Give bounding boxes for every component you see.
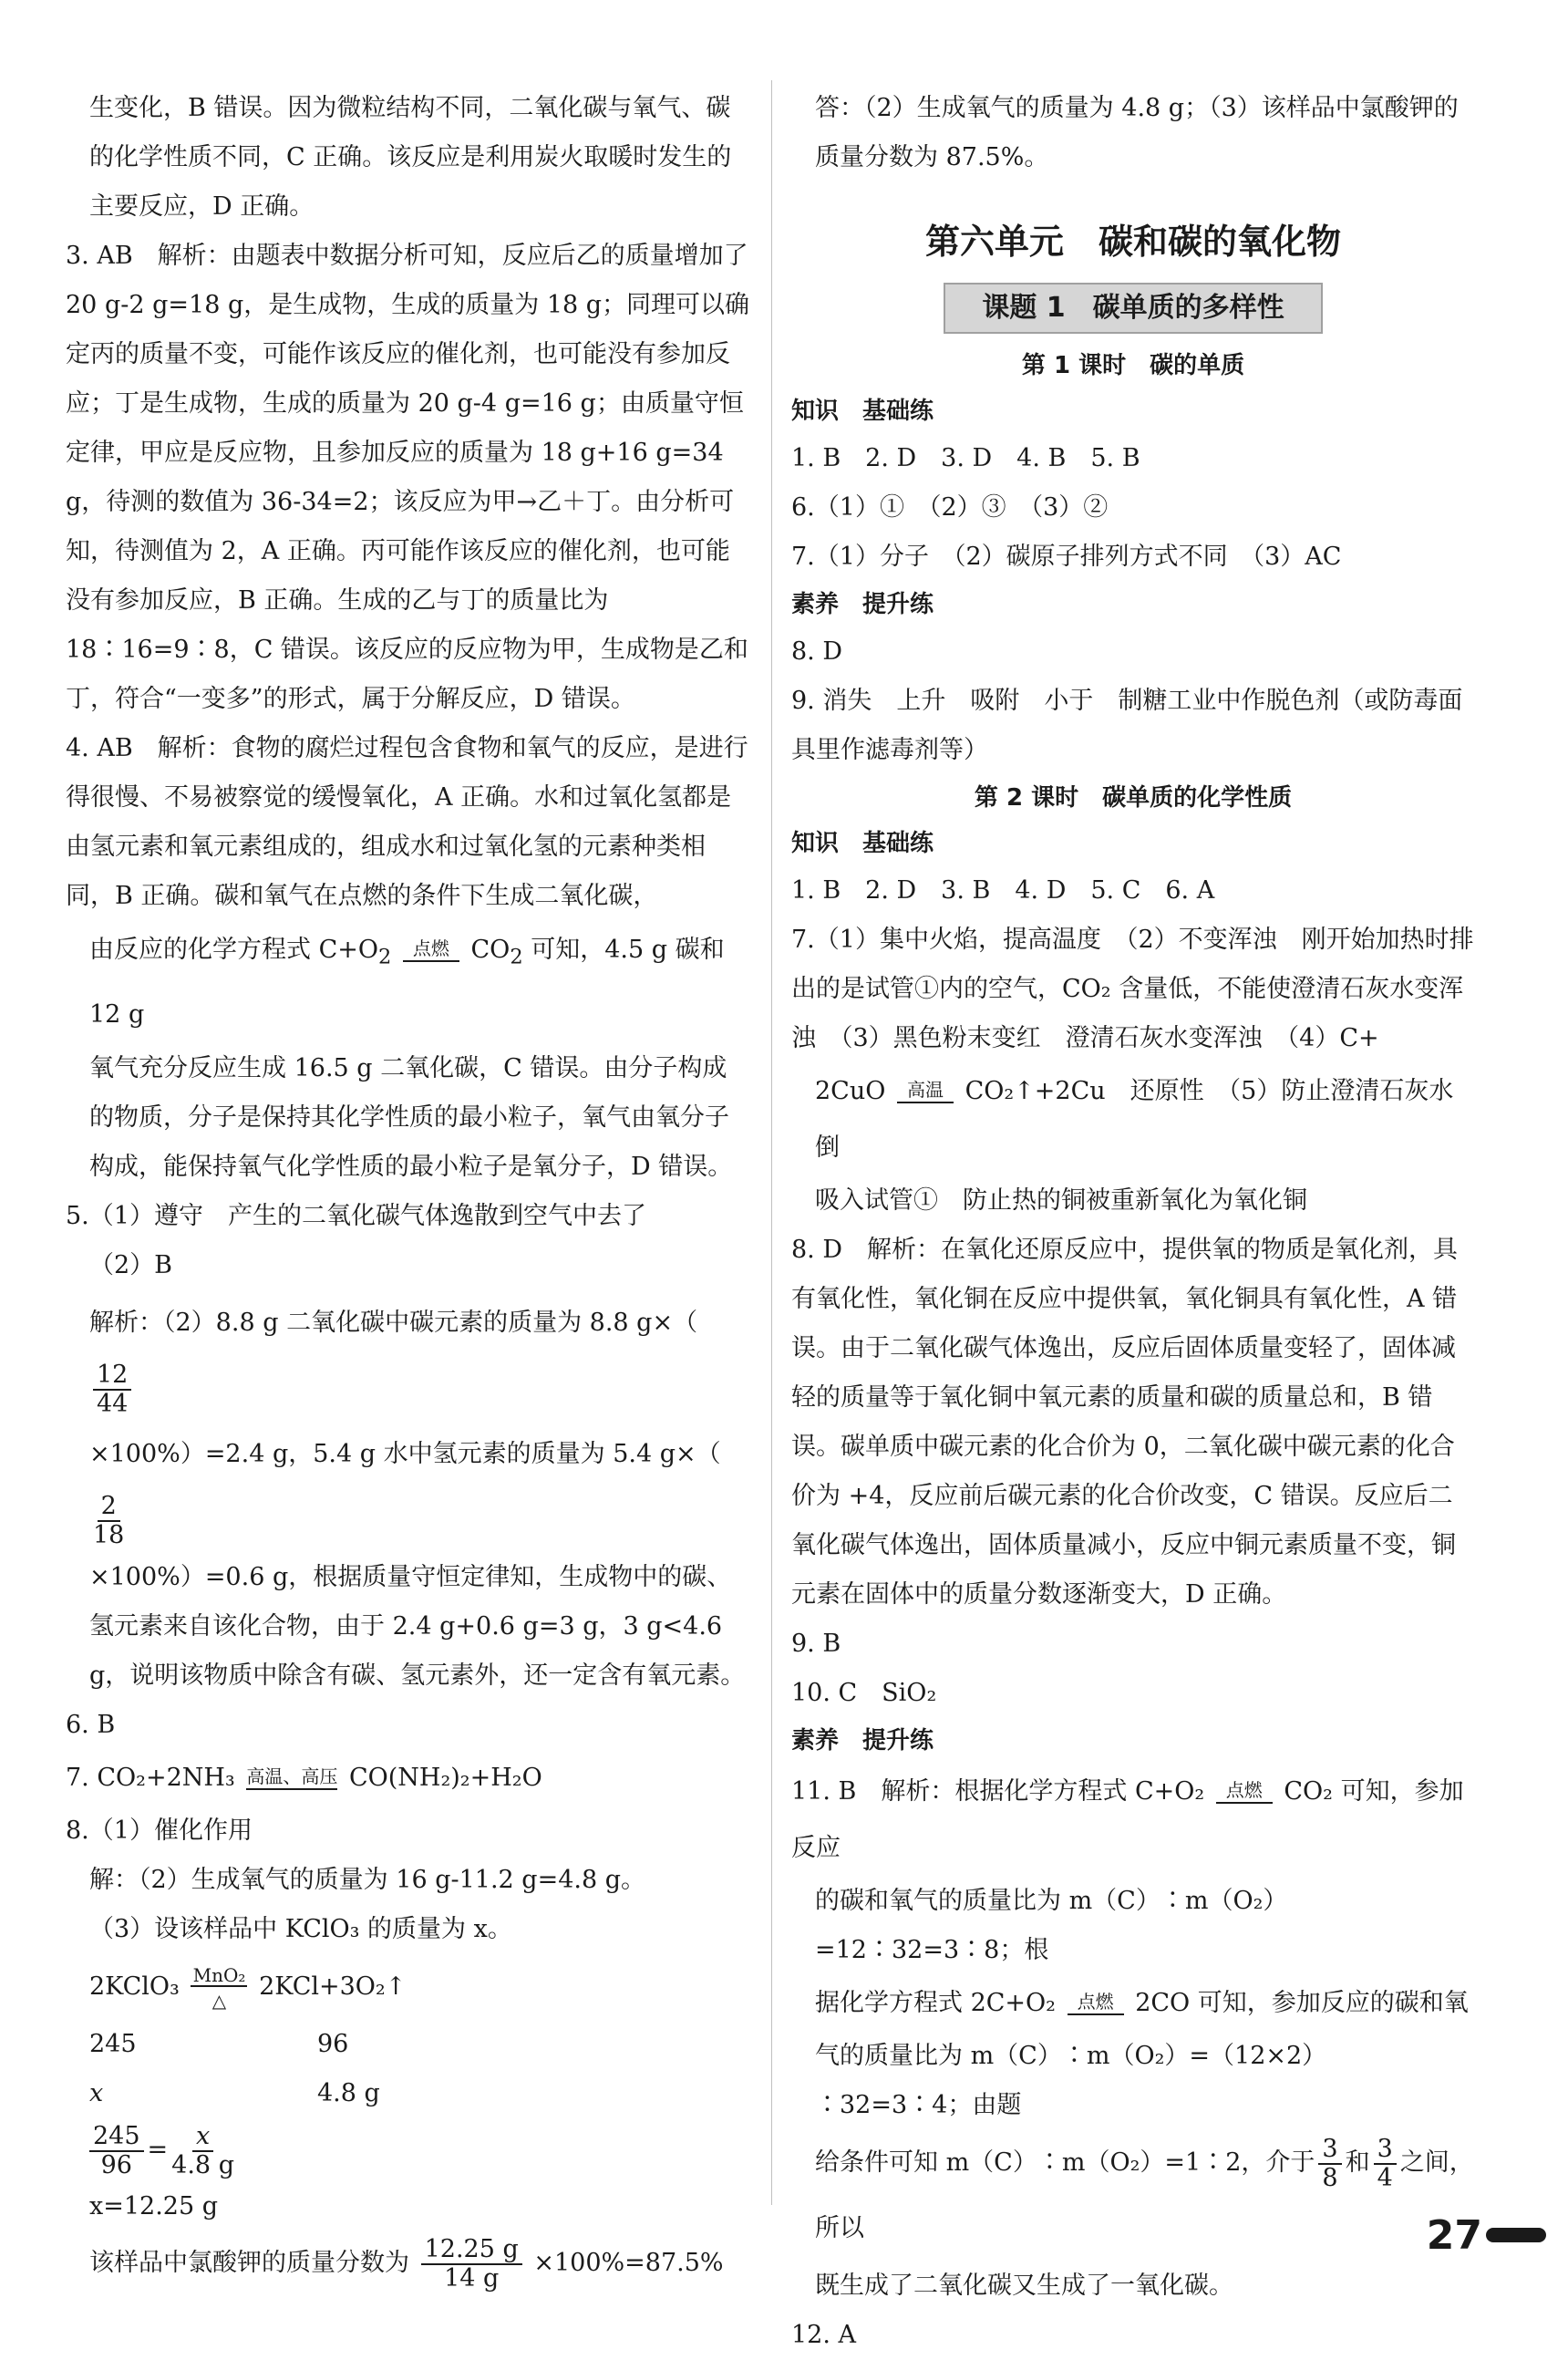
reaction-condition: 点燃 [403,937,459,966]
fraction: $\frac{2}{18}$ [93,1491,125,1549]
answer-line: 1. B 2. D 3. B 4. D 5. C 6. A [791,876,1215,905]
explanation-line: ×100%）=2.4 g，5.4 g 水中氢元素的质量为 5.4 g×（ $\frac{2}{18}$ [89,1440,721,1549]
left-column [66,84,751,2295]
ratio-row: 245 96 [89,2030,349,2059]
answer-line: 9. 消失 上升 吸附 小于 制糖工业中作脱色剂（或防毒面具里作滤毒剂等） [791,687,1463,764]
right-column [791,84,1475,2360]
period-title: 第 2 课时 碳单质的化学性质 [974,784,1293,812]
answer-line: 8. D 解析：在氧化还原反应中，提供氧的物质是氧化剂，具有氧化性，氧化铜在反应中提供氧，氧化铜具有氧化性，A 错误。由于二氧化碳气体逸出，反应后固体质量变轻了，固体减轻的质量等于氧化铜中氧元素的质量和碳的质量总和，B 错误。碳单质中碳元素的化合价为 0，二氧化碳中碳元素的化合价为 +4，反应前后碳元素的化合价改变，C 错误。反应后二氧化碳气体逸出，固体质量减小，反应中铜元素质量不变，铜元素在固体中的质量分数逐渐变大，D 正确。 [791,1236,1458,1609]
reaction-condition: MnO₂ △ [191,1965,247,2011]
answer-5-1: 5.（1）遵守 产生的二氧化碳气体逸散到空气中去了 [66,1202,646,1231]
section-label: 知识 基础练 [791,398,934,425]
answer-line: 10. C SiO₂ [791,1679,937,1707]
equation-line: 给条件可知 m（C）∶m（O₂）=1∶2，介于 $\frac{3}{8}$ 和 $\frac{3}{4}$ 之间，所以 [815,2134,1474,2242]
answer-line: 既生成了二氧化碳又生成了一氧化碳。 [815,2272,1233,2300]
ratio-row: x 4.8 g [89,2079,380,2108]
equation-line: 11. B 解析：根据化学方程式 C+O₂ 点燃 CO₂ 可知，参加反应 [791,1777,1464,1862]
paragraph: 生变化，B 错误。因为微粒结构不同，二氧化碳与氧气、碳的化学性质不同，C 正确。该反应是利用炭火取暖时发生的主要反应，D 正确。 [89,94,732,221]
answer-3: 3. AB 解析：由题表中数据分析可知，反应后乙的质量增加了 20 g-2 g=18 g，是生成物，生成的质量为 18 g；同理可以确定丙的质量不变，可能作该反应的催化剂，也可能没有参加反应；丁是生成物，生成的质量为 20 g-4 g=16 g；由质量守恒定律，甲应是反应物，且参加反应的质量为 18 g+16 g=34 g，待测的数值为 36-34=2；该反应为甲→乙＋丁。由分析可知，待测值为 2，A 正确。丙可能作该反应的催化剂，也可能没有参加反应，B 正确。生成的乙与丁的质量比为 18∶16=9∶8，C 错误。该反应的反应物为甲，生成物是乙和丁，符合“一变多”的形式，属于分解反应，D 错误。 [66,242,750,713]
equation-line: 由反应的化学方程式 $C+O_2$ 点燃 $CO_2$ 可知，4.5 g 碳和 12 g [89,936,725,1030]
explanation-line: 解析：（2）8.8 g 二氧化碳中碳元素的质量为 8.8 g×（ $\frac{12}{44}$ [89,1309,698,1418]
reaction-condition: 高温 [897,1078,954,1107]
answer-line: 1. B 2. D 3. D 4. B 5. B [791,444,1140,472]
solution-line: x=12.25 g [89,2192,219,2221]
answer-5-2: （2）B [89,1251,173,1280]
solution-line: 该样品中氯酸钾的质量分数为 $\frac{12.25 g}{14 g}$ ×100%=87.5% [89,2234,724,2293]
answer-line: 7.（1）集中火焰，提高温度 （2）不变浑浊 刚开始加热时排出的是试管①内的空气，CO₂ 含量低，不能使澄清石灰水变浑浊 （3）黑色粉末变红 澄清石灰水变浑浊 （4）C+ [791,926,1474,1052]
answer-8-1: 8.（1）催化作用 [66,1817,253,1846]
paragraph: 氧气充分反应生成 16.5 g 二氧化碳，C 错误。由分子构成的物质，分子是保持其化学性质的最小粒子，氧气由氧分子构成，能保持氧气化学性质的最小粒子是氧分子，D 错误。 [89,1054,733,1182]
page-number: 27 [1426,2212,1482,2259]
unit-title: 第六单元 碳和碳的氧化物 [924,222,1341,262]
equation-line: 2CuO 高温 CO₂↑+2Cu 还原性 （5）防止澄清石灰水倒 [815,1077,1454,1162]
paragraph: 答：（2）生成氧气的质量为 4.8 g；（3）该样品中氯酸钾的质量分数为 87.5%。 [815,94,1459,171]
section-label: 素养 提升练 [791,1727,934,1754]
answer-6: 6. B [66,1711,116,1740]
answer-4: 4. AB 解析：食物的腐烂过程包含食物和氧气的反应，是进行得很慢、不易被察觉的缓慢氧化，A 正确。水和过氧化氢都是由氢元素和氧元素组成的，组成水和过氧化氢的元素种类相同，B 正确。碳和氧气在点燃的条件下生成二氧化碳， [66,734,748,910]
solution-line: （3）设该样品中 KClO₃ 的质量为 x。 [89,1915,512,1944]
lesson-title: 课题 1 碳单质的多样性 [944,283,1322,334]
fraction: $\frac{12}{44}$ [93,1361,131,1418]
proportion: $\frac{245}{96}$ = $\frac{x}{4.8 g}$ [66,2118,751,2182]
reaction-condition: 点燃 [1216,1778,1273,1807]
answer-line: 的碳和氧气的质量比为 m（C）∶m（O₂）=12∶32=3∶8；根 [815,1887,1288,1964]
answer-line: 7.（1）分子 （2）碳原子排列方式不同 （3）AC [791,543,1342,571]
equation-line: 2KClO₃ MnO₂ △ 2KCl+3O₂↑ [89,1963,407,2012]
section-label: 知识 基础练 [791,830,934,857]
reaction-condition: 点燃 [1068,1990,1124,2019]
answer-line: 12. A [791,2321,857,2349]
answer-line: 9. B [791,1630,841,1658]
period-title: 第 1 课时 碳的单质 [1021,352,1245,379]
reaction-condition: 高温、高压 [246,1765,337,1794]
answer-7: 7. CO₂+2NH₃ 高温、高压 CO(NH₂)₂+H₂O [66,1764,542,1793]
answer-line: 气的质量比为 m（C）∶m（O₂）=（12×2）∶32=3∶4；由题 [815,2042,1327,2119]
paragraph: ×100%）=0.6 g，根据质量守恒定律知，生成物中的碳、氢元素来自该化合物，由于 2.4 g+0.6 g=3 g，3 g<4.6 g，说明该物质中除含有碳、氢元素外，还一定含有氧元素。 [89,1563,746,1691]
answer-line: 6.（1）① （2）③ （3）② [791,493,1109,522]
equation-line: 据化学方程式 2C+O₂ 点燃 2CO 可知，参加反应的碳和氧 [815,1989,1469,2017]
column-divider [771,80,772,2205]
answer-line: 8. D [791,637,842,666]
section-label: 素养 提升练 [791,591,934,618]
page-number-bar [1486,2228,1546,2242]
solution-line: 解：（2）生成氧气的质量为 16 g-11.2 g=4.8 g。 [89,1866,646,1895]
answer-line: 吸入试管① 防止热的铜被重新氧化为氧化铜 [815,1186,1307,1215]
